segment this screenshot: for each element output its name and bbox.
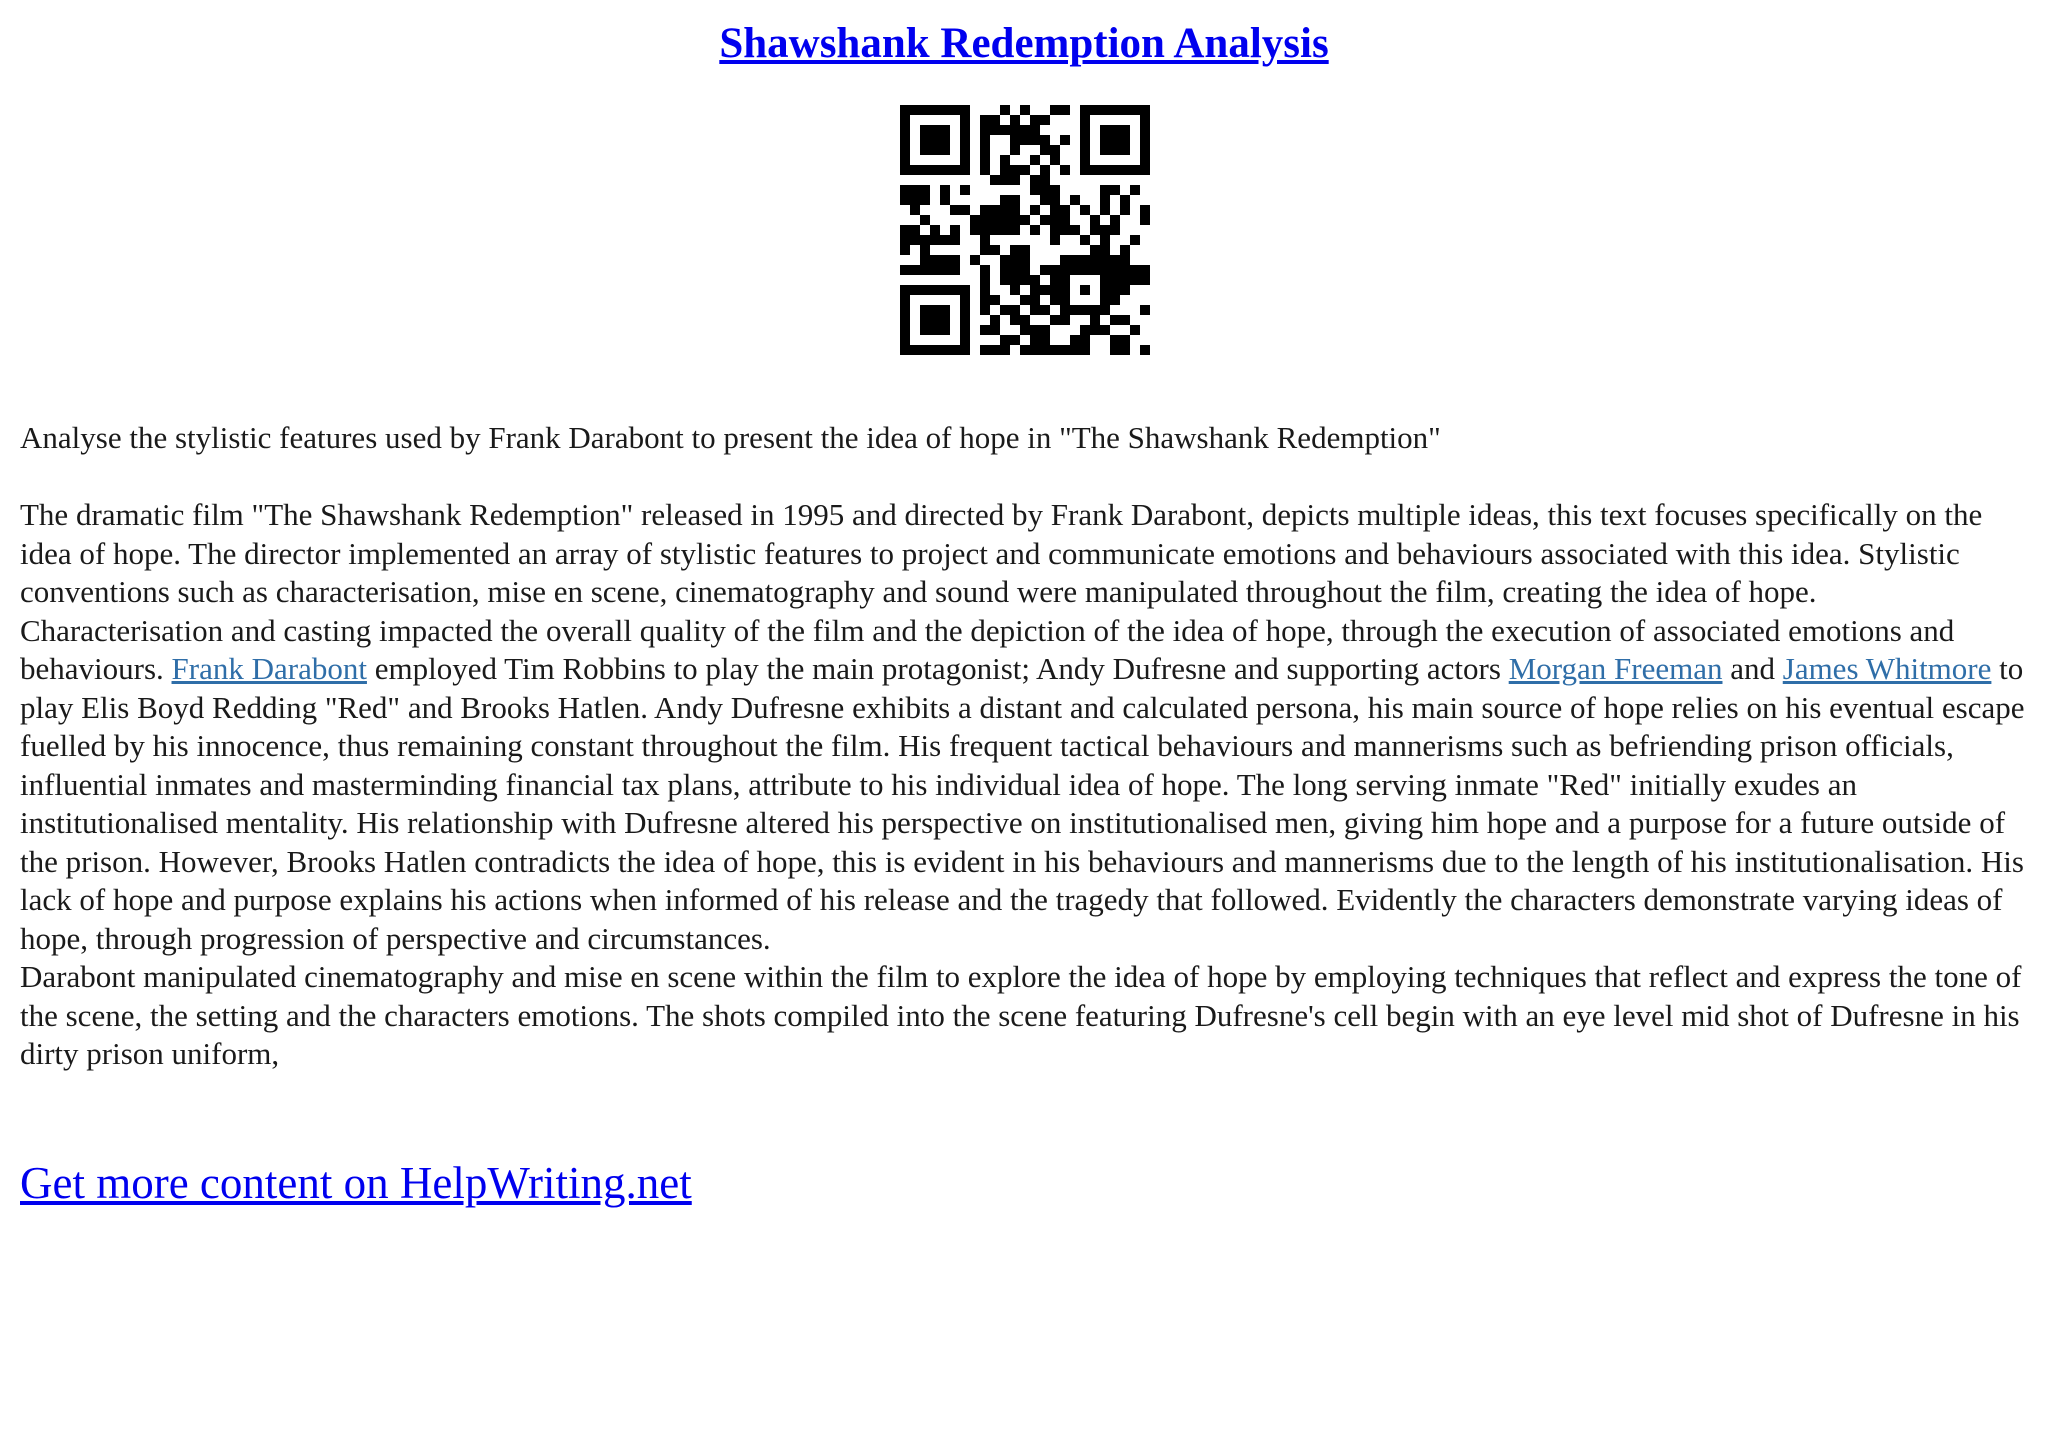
- paragraph-text: and: [1722, 651, 1783, 686]
- article-body: [20, 419, 2030, 1074]
- paragraph-intro: The dramatic film "The Shawshank Redemption" released in 1995 and directed by Frank Darabont, depicts multiple ideas, this text focuses specifically on the idea of hope. The director implemented an array of stylistic features to project and communicate emotions and behaviours associated with this idea. Stylistic conventions such as characterisation, mise en scene, cinematography and sound were manipulated throughout the film, creating the idea of hope.: [20, 497, 1983, 609]
- paragraph-text: to play Elis Boyd Redding "Red" and Brooks Hatlen. Andy Dufresne exhibits a distant and calculated persona, his main source of hope relies on his eventual escape fuelled by his innocence, thus remaining constant throughout the film. His frequent tactical behaviours and mannerisms such as befriending prison officials, influential inmates and masterminding financial tax plans, attribute to his individual idea of hope. The long serving inmate "Red" initially exudes an institutionalised mentality. His relationship with Dufresne altered his perspective on institutionalised men, giving him hope and a purpose for a future outside of the prison. However, Brooks Hatlen contradicts the idea of hope, this is evident in his behaviours and mannerisms due to the length of his institutionalisation. His lack of hope and purpose explains his actions when informed of his release and the tragedy that followed. Evidently the characters demonstrate varying ideas of hope, through progression of perspective and circumstances.: [20, 651, 2025, 956]
- paragraph-text: employed Tim Robbins to play the main protagonist; Andy Dufresne and supporting actors: [366, 651, 1509, 686]
- get-more-content-link[interactable]: Get more content on HelpWriting.net: [20, 1158, 692, 1208]
- paragraph-cinematography: Darabont manipulated cinematography and mise en scene within the film to explore the idea of hope by employing techniques that reflect and express the tone of the scene, the setting and the characters emotions. The shots compiled into the scene featuring Dufresne's cell begin with an eye level mid shot of Dufresne in his dirty prison uniform,: [20, 959, 2022, 1071]
- link-frank-darabont[interactable]: Frank Darabont: [171, 651, 367, 686]
- paragraph-characterisation: [20, 612, 2030, 959]
- qr-code-icon: [900, 105, 1150, 355]
- article-heading: Analyse the stylistic features used by Frank Darabont to present the idea of hope in "The Shawshank Redemption": [20, 420, 1441, 455]
- link-james-whitmore[interactable]: James Whitmore: [1782, 651, 1992, 686]
- page-title-link[interactable]: Shawshank Redemption Analysis: [719, 20, 1329, 67]
- link-morgan-freeman[interactable]: Morgan Freeman: [1508, 651, 1723, 686]
- paragraph-text: Characterisation and casting impacted the overall quality of the film and the depiction of the idea of hope, through the execution of associated emotions and behaviours.: [20, 612, 1955, 686]
- page-title[interactable]: [0, 18, 2048, 70]
